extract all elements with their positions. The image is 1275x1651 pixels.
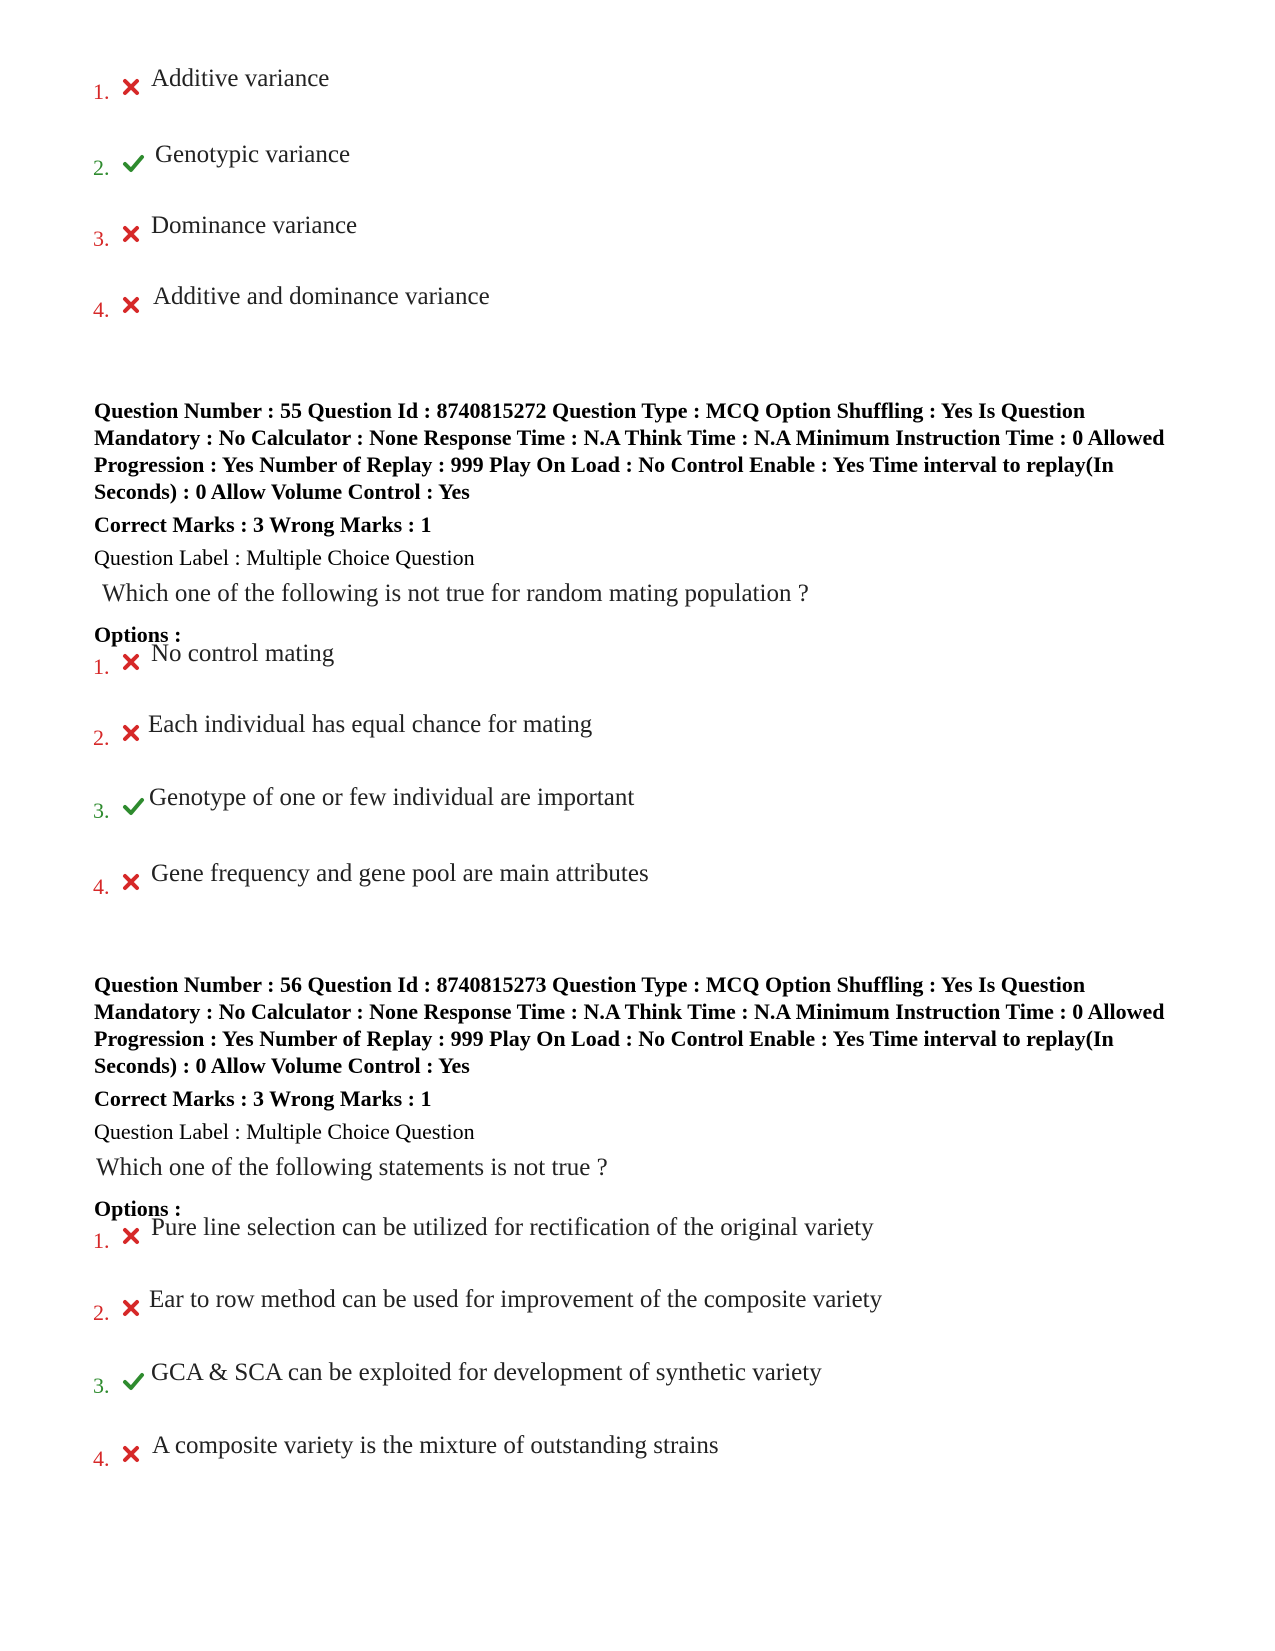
cross-icon <box>121 872 141 892</box>
check-icon <box>121 796 145 816</box>
options-label: Options : <box>94 1196 182 1221</box>
question-56 <box>94 971 1194 1222</box>
option-text: No control mating <box>151 640 335 667</box>
option-text: Genotypic variance <box>155 141 351 168</box>
question-text: Which one of the following statements is not true ? <box>96 1154 608 1181</box>
cross-icon <box>121 723 141 743</box>
question-55 <box>94 397 1194 648</box>
cross-icon <box>121 1444 141 1464</box>
option-text: Gene frequency and gene pool are main attributes <box>151 860 649 887</box>
option-number: 2. <box>93 1300 110 1325</box>
option-text: Genotype of one or few individual are important <box>149 784 635 811</box>
option-number: 4. <box>93 297 110 322</box>
question-text: Which one of the following is not true for random mating population ? <box>102 580 809 607</box>
option-number: 1. <box>93 79 110 104</box>
option-number: 2. <box>93 155 110 180</box>
check-icon <box>121 1371 145 1391</box>
option-number: 3. <box>93 798 110 823</box>
check-icon <box>121 153 145 173</box>
options-label: Options : <box>94 622 182 647</box>
cross-icon <box>121 652 141 672</box>
question-meta: Question Number : 55 Question Id : 8740815272 Question Type : MCQ Option Shuffling : Yes Is Question Mandatory : No Calculator : None Response Time : N.A Think Time : N.A Minimum Instruction Time : 0 Allowed Progression : Yes Number of Replay : 999 Play On Load : No Control Enable : Yes Time interval to replay(In Seconds) : 0 Allow Volume Control : Yes <box>94 398 1165 504</box>
option-number: 4. <box>93 1446 110 1471</box>
option-text: Pure line selection can be utilized for rectification of the original variety <box>151 1214 874 1241</box>
option-text: Each individual has equal chance for mating <box>148 711 593 738</box>
question-marks: Correct Marks : 3 Wrong Marks : 1 <box>94 512 432 537</box>
option-number: 3. <box>93 1373 110 1398</box>
question-meta: Question Number : 56 Question Id : 8740815273 Question Type : MCQ Option Shuffling : Yes Is Question Mandatory : No Calculator : None Response Time : N.A Think Time : N.A Minimum Instruction Time : 0 Allowed Progression : Yes Number of Replay : 999 Play On Load : No Control Enable : Yes Time interval to replay(In Seconds) : 0 Allow Volume Control : Yes <box>94 972 1165 1078</box>
option-text: Dominance variance <box>151 212 358 239</box>
option-number: 3. <box>93 226 110 251</box>
option-text: Additive and dominance variance <box>153 283 490 310</box>
cross-icon <box>121 1226 141 1246</box>
cross-icon <box>121 1298 141 1318</box>
option-text: Additive variance <box>151 65 330 92</box>
option-text: Ear to row method can be used for improvement of the composite variety <box>149 1286 883 1313</box>
option-text: A composite variety is the mixture of outstanding strains <box>152 1432 719 1459</box>
option-number: 1. <box>93 1228 110 1253</box>
cross-icon <box>121 224 141 244</box>
option-number: 1. <box>93 654 110 679</box>
option-number: 2. <box>93 725 110 750</box>
question-label: Question Label : Multiple Choice Question <box>94 1119 475 1144</box>
option-number: 4. <box>93 874 110 899</box>
option-text: GCA & SCA can be exploited for development of synthetic variety <box>151 1359 822 1386</box>
question-marks: Correct Marks : 3 Wrong Marks : 1 <box>94 1086 432 1111</box>
question-label: Question Label : Multiple Choice Question <box>94 545 475 570</box>
cross-icon <box>121 77 141 97</box>
cross-icon <box>121 295 141 315</box>
